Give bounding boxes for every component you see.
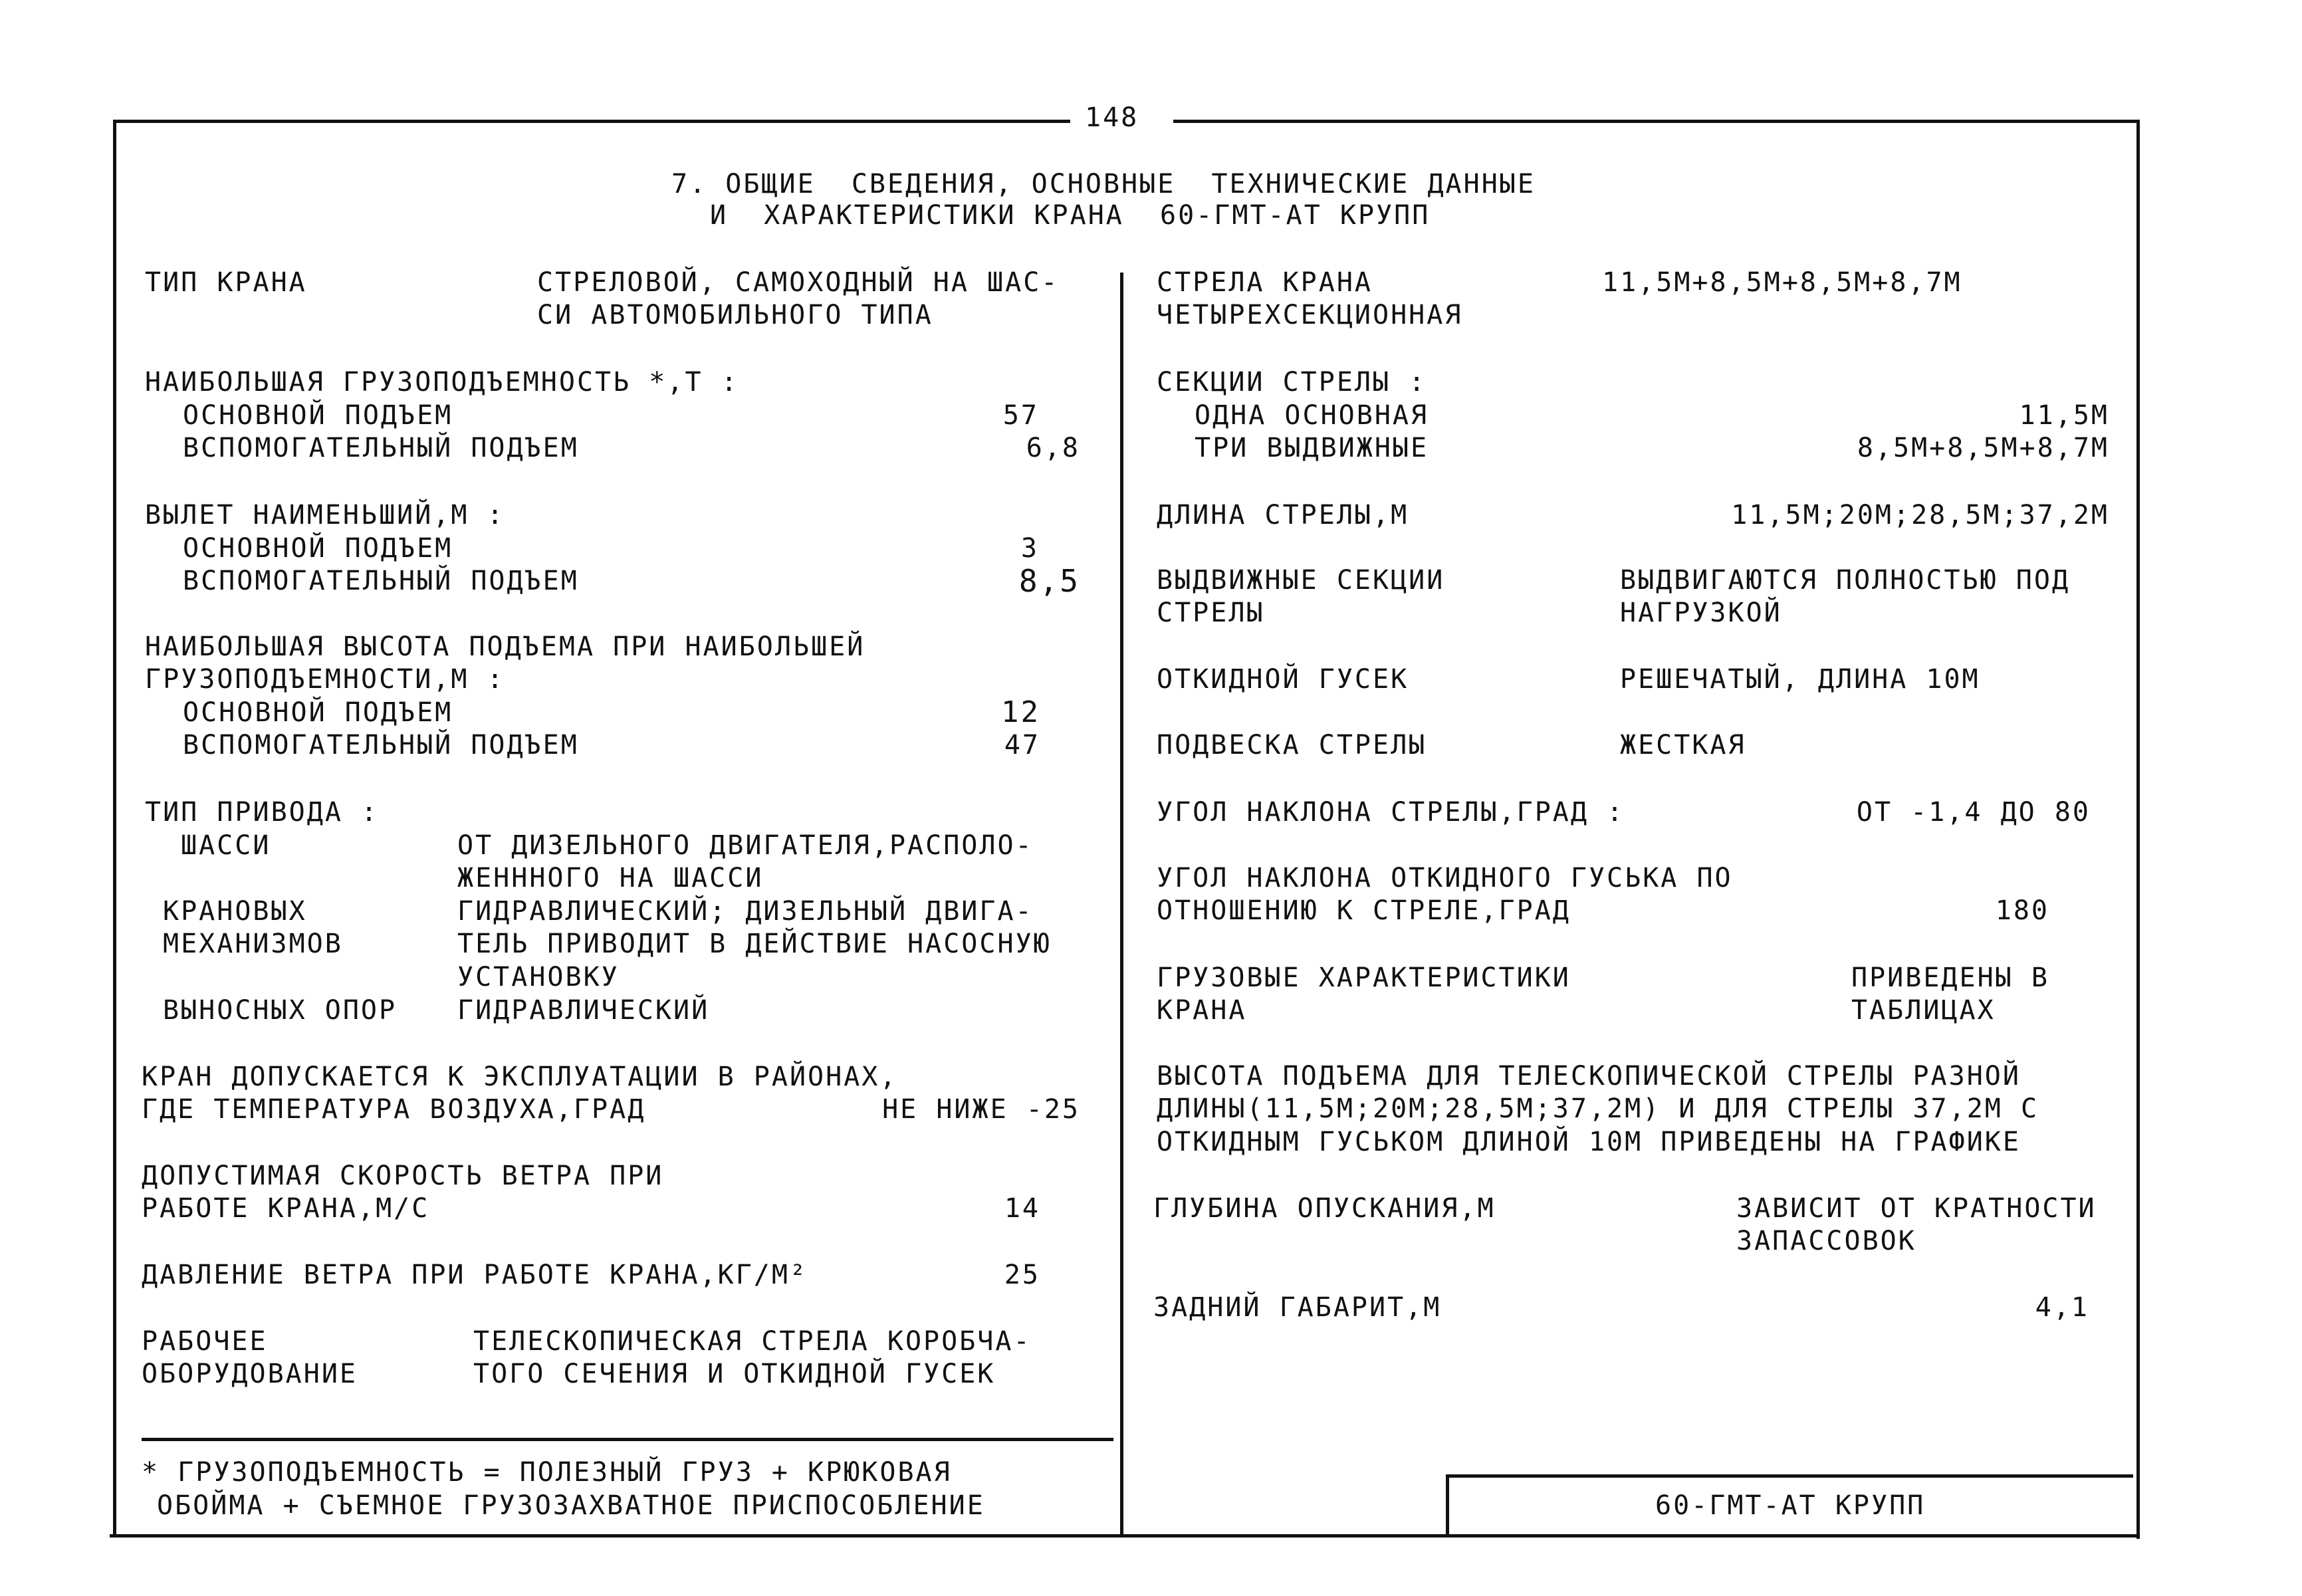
drive-mech-value-3: УСТАНОВКУ <box>457 962 620 992</box>
capacity-main-value: 57 <box>1002 400 1039 431</box>
reach-aux-value: 8,5 <box>1018 563 1080 599</box>
page-number: 148 <box>1070 101 1153 134</box>
temperature-value: НЕ НИЖЕ -25 <box>882 1094 1080 1125</box>
boom-angle-label: УГОЛ НАКЛОНА СТРЕЛЫ,ГРАД : <box>1157 797 1625 828</box>
boom-angle-value: ОТ -1,4 ДО 80 <box>1856 797 2091 828</box>
lowering-depth-label: ГЛУБИНА ОПУСКАНИЯ,М <box>1153 1193 1496 1224</box>
sections-tele-value: 8,5М+8,5М+8,7М <box>1857 433 2109 463</box>
reach-heading: ВЫЛЕТ НАИМЕНЬШИЙ,М : <box>145 500 505 530</box>
wind-pressure-value: 25 <box>1004 1260 1040 1290</box>
drive-outrigger-value: ГИДРАВЛИЧЕСКИЙ <box>457 995 710 1026</box>
sections-base-value: 11,5М <box>2019 400 2109 431</box>
capacity-aux-label: ВСПОМОГАТЕЛЬНЫЙ ПОДЪЕМ <box>183 433 579 463</box>
boom-length-value: 11,5М;20М;28,5М;37,2М <box>1731 500 2109 530</box>
drive-chassis-value-1: ОТ ДИЗЕЛЬНОГО ДВИГАТЕЛЯ,РАСПОЛО- <box>457 830 1034 861</box>
stamp-box-top <box>1446 1474 2133 1478</box>
lowering-depth-value-1: ЗАВИСИТ ОТ КРАТНОСТИ <box>1736 1193 2097 1224</box>
suspension-value: ЖЕСТКАЯ <box>1620 730 1746 760</box>
capacity-heading: НАИБОЛЬШАЯ ГРУЗОПОДЪЕМНОСТЬ *,Т : <box>145 367 739 398</box>
equipment-value-2: ТОГО СЕЧЕНИЯ И ОТКИДНОЙ ГУСЕК <box>473 1359 996 1389</box>
jib-value: РЕШЕЧАТЫЙ, ДЛИНА 10М <box>1620 664 1980 695</box>
boom-label-2: ЧЕТЫРЕХСЕКЦИОННАЯ <box>1157 300 1463 330</box>
temperature-line-1: КРАН ДОПУСКАЕТСЯ К ЭКСПЛУАТАЦИИ В РАЙОНАХ, <box>142 1062 898 1092</box>
load-chart-value-1: ПРИВЕДЕНЫ В <box>1851 963 2049 993</box>
lift-height-line-1: ВЫСОТА ПОДЪЕМА ДЛЯ ТЕЛЕСКОПИЧЕСКОЙ СТРЕЛЫ РАЗНОЙ <box>1157 1061 2021 1091</box>
reach-aux-label: ВСПОМОГАТЕЛЬНЫЙ ПОДЪЕМ <box>183 566 579 596</box>
telescoping-label-1: ВЫДВИЖНЫЕ СЕКЦИИ <box>1157 565 1445 596</box>
rear-clearance-label: ЗАДНИЙ ГАБАРИТ,М <box>1153 1292 1442 1323</box>
title-line-1: 7. ОБЩИЕ СВЕДЕНИЯ, ОСНОВНЫЕ ТЕХНИЧЕСКИЕ ДАННЫЕ <box>671 169 1536 199</box>
jib-angle-line-1: УГОЛ НАКЛОНА ОТКИДНОГО ГУСЬКА ПО <box>1157 863 1733 893</box>
lowering-depth-value-2: ЗАПАССОВОК <box>1736 1226 1916 1256</box>
crane-type-value-1: СТРЕЛОВОЙ, САМОХОДНЫЙ НА ШАС- <box>537 267 1060 298</box>
footnote-divider <box>142 1438 1113 1441</box>
load-chart-label-1: ГРУЗОВЫЕ ХАРАКТЕРИСТИКИ <box>1157 963 1571 993</box>
height-heading-1: НАИБОЛЬШАЯ ВЫСОТА ПОДЪЕМА ПРИ НАИБОЛЬШЕЙ <box>145 631 865 662</box>
wind-speed-line-1: ДОПУСТИМАЯ СКОРОСТЬ ВЕТРА ПРИ <box>142 1161 664 1191</box>
frame-top-left <box>113 120 1070 123</box>
wind-speed-value: 14 <box>1004 1193 1040 1224</box>
height-aux-label: ВСПОМОГАТЕЛЬНЫЙ ПОДЪЕМ <box>183 730 579 760</box>
wind-speed-line-2: РАБОТЕ КРАНА,М/С <box>142 1193 430 1224</box>
boom-length-label: ДЛИНА СТРЕЛЫ,М <box>1157 500 1409 530</box>
sections-heading: СЕКЦИИ СТРЕЛЫ : <box>1157 367 1427 398</box>
wind-pressure-label: ДАВЛЕНИЕ ВЕТРА ПРИ РАБОТЕ КРАНА,КГ/М² <box>142 1260 808 1290</box>
lift-height-line-3: ОТКИДНЫМ ГУСЬКОМ ДЛИНОЙ 10М ПРИВЕДЕНЫ НА ГРАФИКЕ <box>1157 1127 2021 1157</box>
title-line-2: И ХАРАКТЕРИСТИКИ КРАНА 60-ГМТ-АТ КРУПП <box>710 200 1431 231</box>
equipment-label-1: РАБОЧЕЕ <box>142 1326 268 1357</box>
capacity-main-label: ОСНОВНОЙ ПОДЪЕМ <box>183 400 453 431</box>
boom-value: 11,5М+8,5М+8,5М+8,7М <box>1602 267 1962 298</box>
column-divider <box>1120 273 1123 1536</box>
drive-mech-label-2: МЕХАНИЗМОВ <box>163 929 343 959</box>
drive-chassis-label: ШАССИ <box>181 830 271 861</box>
footnote-line-1: * ГРУЗОПОДЪЕМНОСТЬ = ПОЛЕЗНЫЙ ГРУЗ + КРЮКОВАЯ <box>142 1457 952 1488</box>
crane-type-value-2: СИ АВТОМОБИЛЬНОГО ТИПА <box>537 300 933 330</box>
frame-top-right <box>1173 120 2140 123</box>
telescoping-value-1: ВЫДВИГАЮТСЯ ПОЛНОСТЬЮ ПОД <box>1620 565 2071 596</box>
drive-chassis-value-2: ЖЕНННОГО НА ШАССИ <box>457 863 764 893</box>
drive-mech-value-2: ТЕЛЬ ПРИВОДИТ В ДЕЙСТВИЕ НАСОСНУЮ <box>457 929 1052 959</box>
stamp-box-left <box>1446 1474 1449 1536</box>
telescoping-label-2: СТРЕЛЫ <box>1157 598 1265 628</box>
drive-mech-value-1: ГИДРАВЛИЧЕСКИЙ; ДИЗЕЛЬНЫЙ ДВИГА- <box>457 896 1034 927</box>
drive-heading: ТИП ПРИВОДА : <box>145 797 380 828</box>
temperature-line-2: ГДЕ ТЕМПЕРАТУРА ВОЗДУХА,ГРАД <box>142 1094 646 1125</box>
footnote-line-2: ОБОЙМА + СЪЕМНОЕ ГРУЗОЗАХВАТНОЕ ПРИСПОСОБЛЕНИЕ <box>157 1490 985 1521</box>
sections-base-label: ОДНА ОСНОВНАЯ <box>1195 400 1429 431</box>
jib-angle-line-2: ОТНОШЕНИЮ К СТРЕЛЕ,ГРАД <box>1157 895 1571 926</box>
frame-bottom <box>110 1534 2140 1538</box>
frame-right <box>2136 120 2140 1539</box>
sections-tele-label: ТРИ ВЫДВИЖНЫЕ <box>1195 433 1429 463</box>
equipment-label-2: ОБОРУДОВАНИЕ <box>142 1359 358 1389</box>
reach-main-value: 3 <box>1020 533 1039 564</box>
drive-mech-label-1: КРАНОВЫХ <box>163 896 307 927</box>
capacity-aux-value: 6,8 <box>1026 433 1080 463</box>
jib-angle-value: 180 <box>1995 895 2049 926</box>
load-chart-value-2: ТАБЛИЦАХ <box>1851 995 1996 1026</box>
drive-outrigger-label: ВЫНОСНЫХ ОПОР <box>163 995 398 1026</box>
equipment-value-1: ТЕЛЕСКОПИЧЕСКАЯ СТРЕЛА КОРОБЧА- <box>473 1326 1032 1357</box>
frame-left <box>113 120 116 1536</box>
height-heading-2: ГРУЗОПОДЪЕМНОСТИ,М : <box>145 664 505 695</box>
height-main-value: 12 <box>1001 695 1040 729</box>
crane-type-label: ТИП КРАНА <box>145 267 307 298</box>
lift-height-line-2: ДЛИНЫ(11,5М;20М;28,5М;37,2М) И ДЛЯ СТРЕЛЫ 37,2М С <box>1157 1093 2039 1124</box>
suspension-label: ПОДВЕСКА СТРЕЛЫ <box>1157 730 1427 760</box>
rear-clearance-value: 4,1 <box>2035 1292 2089 1323</box>
boom-label-1: СТРЕЛА КРАНА <box>1157 267 1373 298</box>
height-aux-value: 47 <box>1004 730 1040 760</box>
height-main-label: ОСНОВНОЙ ПОДЪЕМ <box>183 697 453 728</box>
jib-label: ОТКИДНОЙ ГУСЕК <box>1157 664 1409 695</box>
telescoping-value-2: НАГРУЗКОЙ <box>1620 598 1782 628</box>
stamp-label: 60-ГМТ-АТ КРУПП <box>1655 1490 1926 1521</box>
load-chart-label-2: КРАНА <box>1157 995 1247 1026</box>
reach-main-label: ОСНОВНОЙ ПОДЪЕМ <box>183 533 453 564</box>
